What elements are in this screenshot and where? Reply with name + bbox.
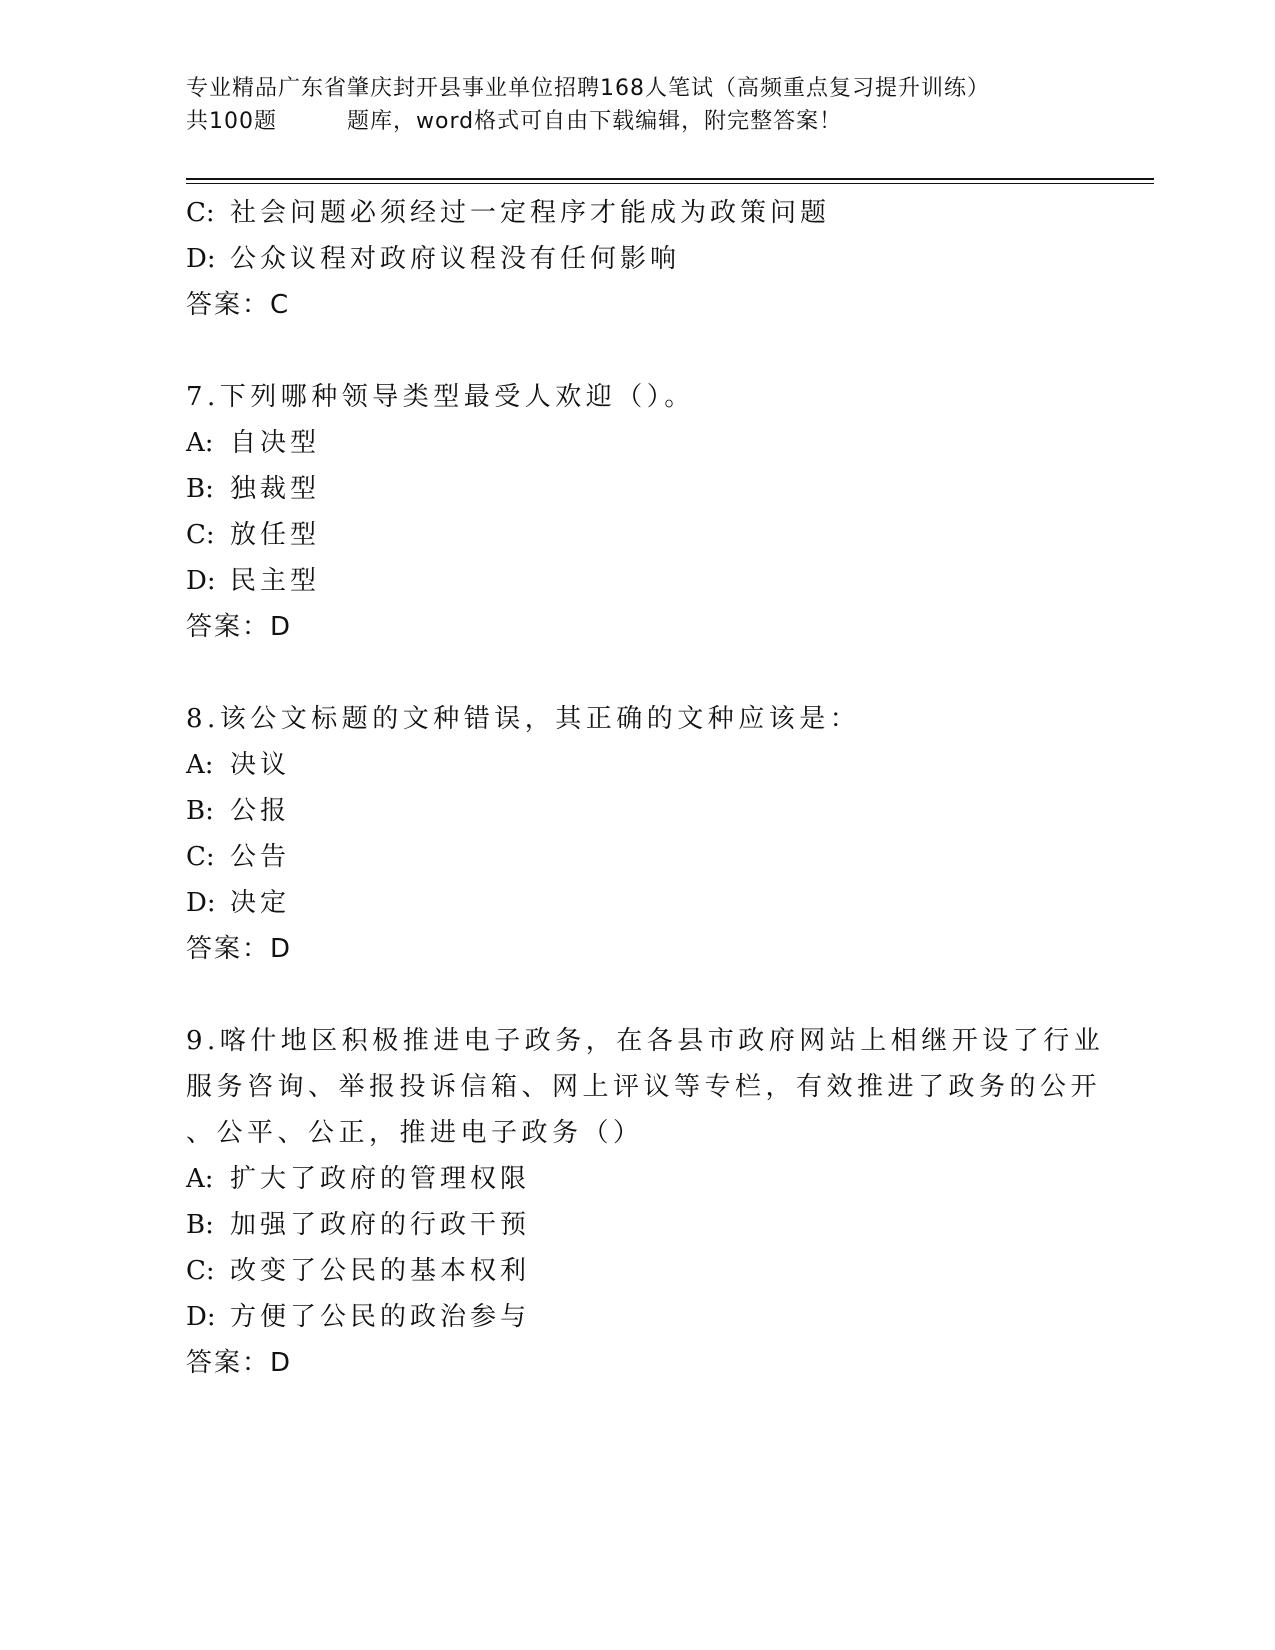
option-row: [186, 190, 1086, 236]
option-text: 公众议程对政府议程没有任何影响: [230, 244, 681, 274]
option-key: D:: [186, 244, 216, 274]
option-row: [186, 880, 1086, 926]
answer-line: 答案：D: [186, 934, 293, 964]
option-text: 公报: [230, 796, 291, 826]
option-row: [186, 236, 1086, 282]
option-key: B:: [186, 474, 214, 504]
option-key: D:: [186, 1302, 216, 1332]
option-key: B:: [186, 796, 214, 826]
header-title-line: 专业精品广东省肇庆封开县事业单位招聘168人笔试（高频重点复习提升训练）: [186, 76, 990, 101]
option-row: [186, 466, 1086, 512]
answer-line: 答案：D: [186, 612, 293, 642]
option-text: 公告: [230, 842, 291, 872]
header-note: 题库，word格式可自由下载编辑，附完整答案！: [347, 109, 843, 134]
option-text: 加强了政府的行政干预: [230, 1210, 531, 1240]
option-row: [186, 558, 1086, 604]
question-spacer: [186, 972, 1086, 1018]
option-row: [186, 1202, 1086, 1248]
option-text: 社会问题必须经过一定程序才能成为政策问题: [230, 198, 831, 228]
option-key: D:: [186, 888, 216, 918]
option-text: 扩大了政府的管理权限: [230, 1164, 531, 1194]
option-row: [186, 834, 1086, 880]
option-key: A:: [186, 1164, 214, 1194]
question-stem: 、公平、公正，推进电子政务（）: [186, 1118, 644, 1148]
option-key: C:: [186, 1256, 215, 1286]
option-row: [186, 788, 1086, 834]
option-text: 改变了公民的基本权利: [230, 1256, 531, 1286]
question-count: 共100题: [186, 109, 277, 134]
header-rule-top: [186, 178, 1154, 180]
question-spacer: [186, 328, 1086, 374]
option-row: [186, 1294, 1086, 1340]
header-rule-bottom: [186, 183, 1154, 184]
option-key: A:: [186, 428, 214, 458]
option-text: 民主型: [230, 566, 321, 596]
option-row: [186, 512, 1086, 558]
answer-line: 答案：C: [186, 290, 291, 320]
question-stem: 服务咨询、举报投诉信箱、网上评议等专栏，有效推进了政务的公开: [186, 1072, 1102, 1102]
option-key: C:: [186, 520, 215, 550]
option-key: C:: [186, 198, 215, 228]
option-key: C:: [186, 842, 215, 872]
option-row: [186, 420, 1086, 466]
option-text: 决议: [230, 750, 291, 780]
question-6-continuation: [186, 190, 1086, 328]
document-header: [186, 72, 1086, 138]
option-text: 决定: [230, 888, 291, 918]
option-key: A:: [186, 750, 214, 780]
answer-line: 答案：D: [186, 1348, 293, 1378]
question-stem: 8.该公文标题的文种错误，其正确的文种应该是：: [186, 704, 861, 734]
option-row: [186, 1156, 1086, 1202]
option-text: 独裁型: [230, 474, 321, 504]
header-subtitle-line: [186, 105, 1086, 138]
option-key: B:: [186, 1210, 214, 1240]
question-9: [186, 1018, 1105, 1386]
question-stem: 7.下列哪种领导类型最受人欢迎（）。: [186, 382, 695, 412]
option-key: D:: [186, 566, 216, 596]
question-stem: 9.喀什地区积极推进电子政务，在各县市政府网站上相继开设了行业: [186, 1026, 1105, 1056]
question-7: [186, 374, 1086, 650]
option-text: 方便了公民的政治参与: [230, 1302, 531, 1332]
question-8: [186, 696, 1086, 972]
option-text: 放任型: [230, 520, 321, 550]
option-row: [186, 1248, 1086, 1294]
option-text: 自决型: [230, 428, 321, 458]
question-list: [186, 190, 1105, 1386]
question-spacer: [186, 650, 1086, 696]
option-row: [186, 742, 1086, 788]
